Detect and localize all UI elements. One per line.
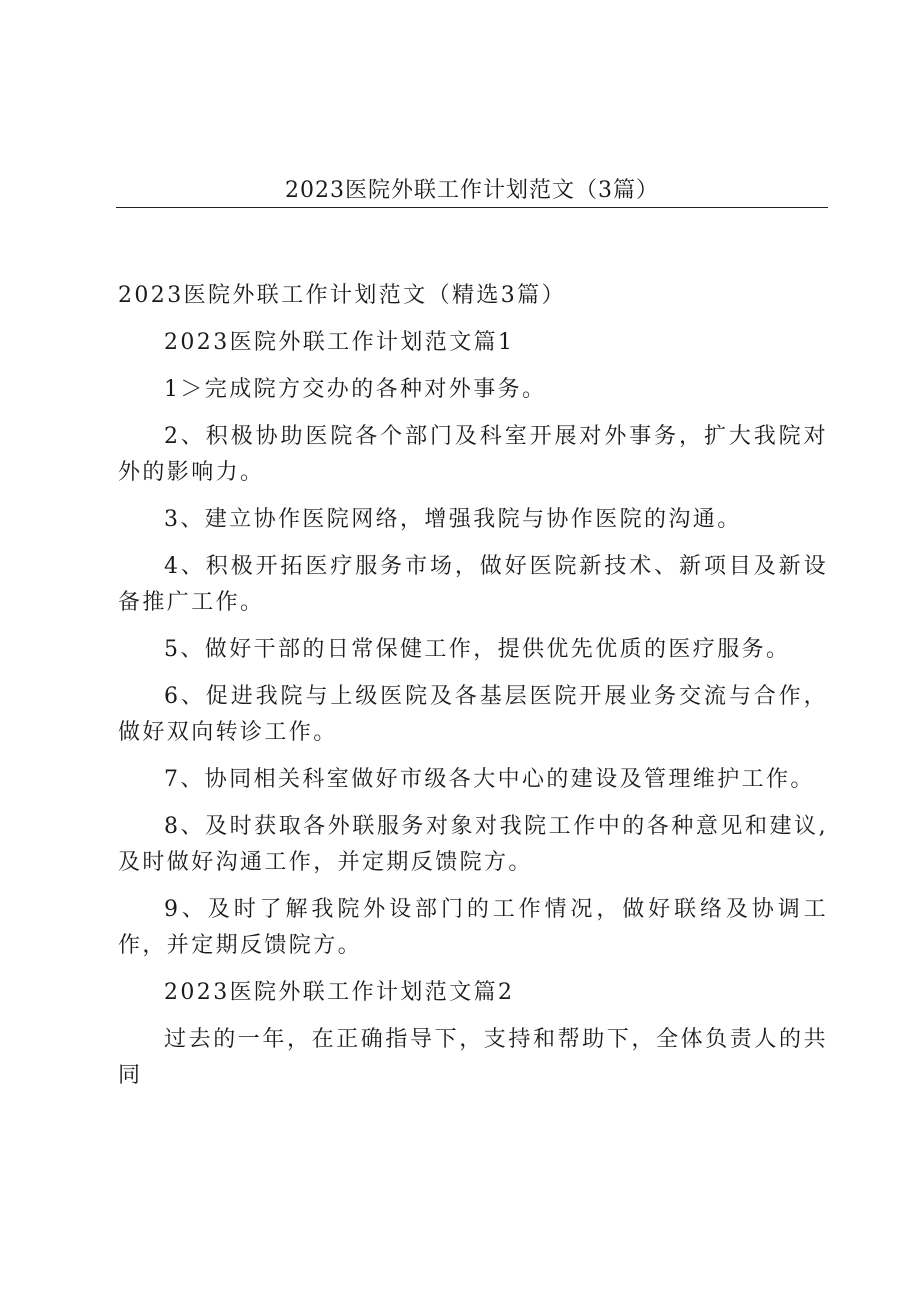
header-divider xyxy=(116,207,828,208)
section-heading-2: 2023医院外联工作计划范文篇2 xyxy=(164,980,515,1005)
list-item: 5、做好干部的日常保健工作，提供优先优质的医疗服务。 xyxy=(164,637,791,662)
list-item: 9、及时了解我院外设部门的工作情况，做好联络及协调工作，并定期反馈院方。 xyxy=(118,897,828,958)
section-2-paragraph: 过去的一年，在正确指导下，支持和帮助下，全体负责人的共同 xyxy=(118,1027,828,1088)
list-item: 7、协同相关科室做好市级各大中心的建设及管理维护工作。 xyxy=(164,767,815,792)
list-item: 6、促进我院与上级医院及各基层医院开展业务交流与合作，做好双向转诊工作。 xyxy=(118,684,828,745)
list-item: 4、积极开拓医疗服务市场，做好医院新技术、新项目及新设备推广工作。 xyxy=(118,554,828,615)
list-item: 8、及时获取各外联服务对象对我院工作中的各种意见和建议,及时做好沟通工作，并定期反馈院方。 xyxy=(118,814,828,875)
section-heading-1: 2023医院外联工作计划范文篇1 xyxy=(164,330,515,355)
page-header-title: 2023医院外联工作计划范文（3篇） xyxy=(285,178,659,203)
list-item: 2、积极协助医院各个部门及科室开展对外事务，扩大我院对外的影响力。 xyxy=(118,424,828,485)
list-item: 3、建立协作医院网络，增强我院与协作医院的沟通。 xyxy=(164,507,742,532)
document-intro: 2023医院外联工作计划范文（精选3篇） xyxy=(118,283,566,308)
document-body xyxy=(118,278,828,1105)
list-item: 1＞完成院方交办的各种对外事务。 xyxy=(164,377,547,402)
